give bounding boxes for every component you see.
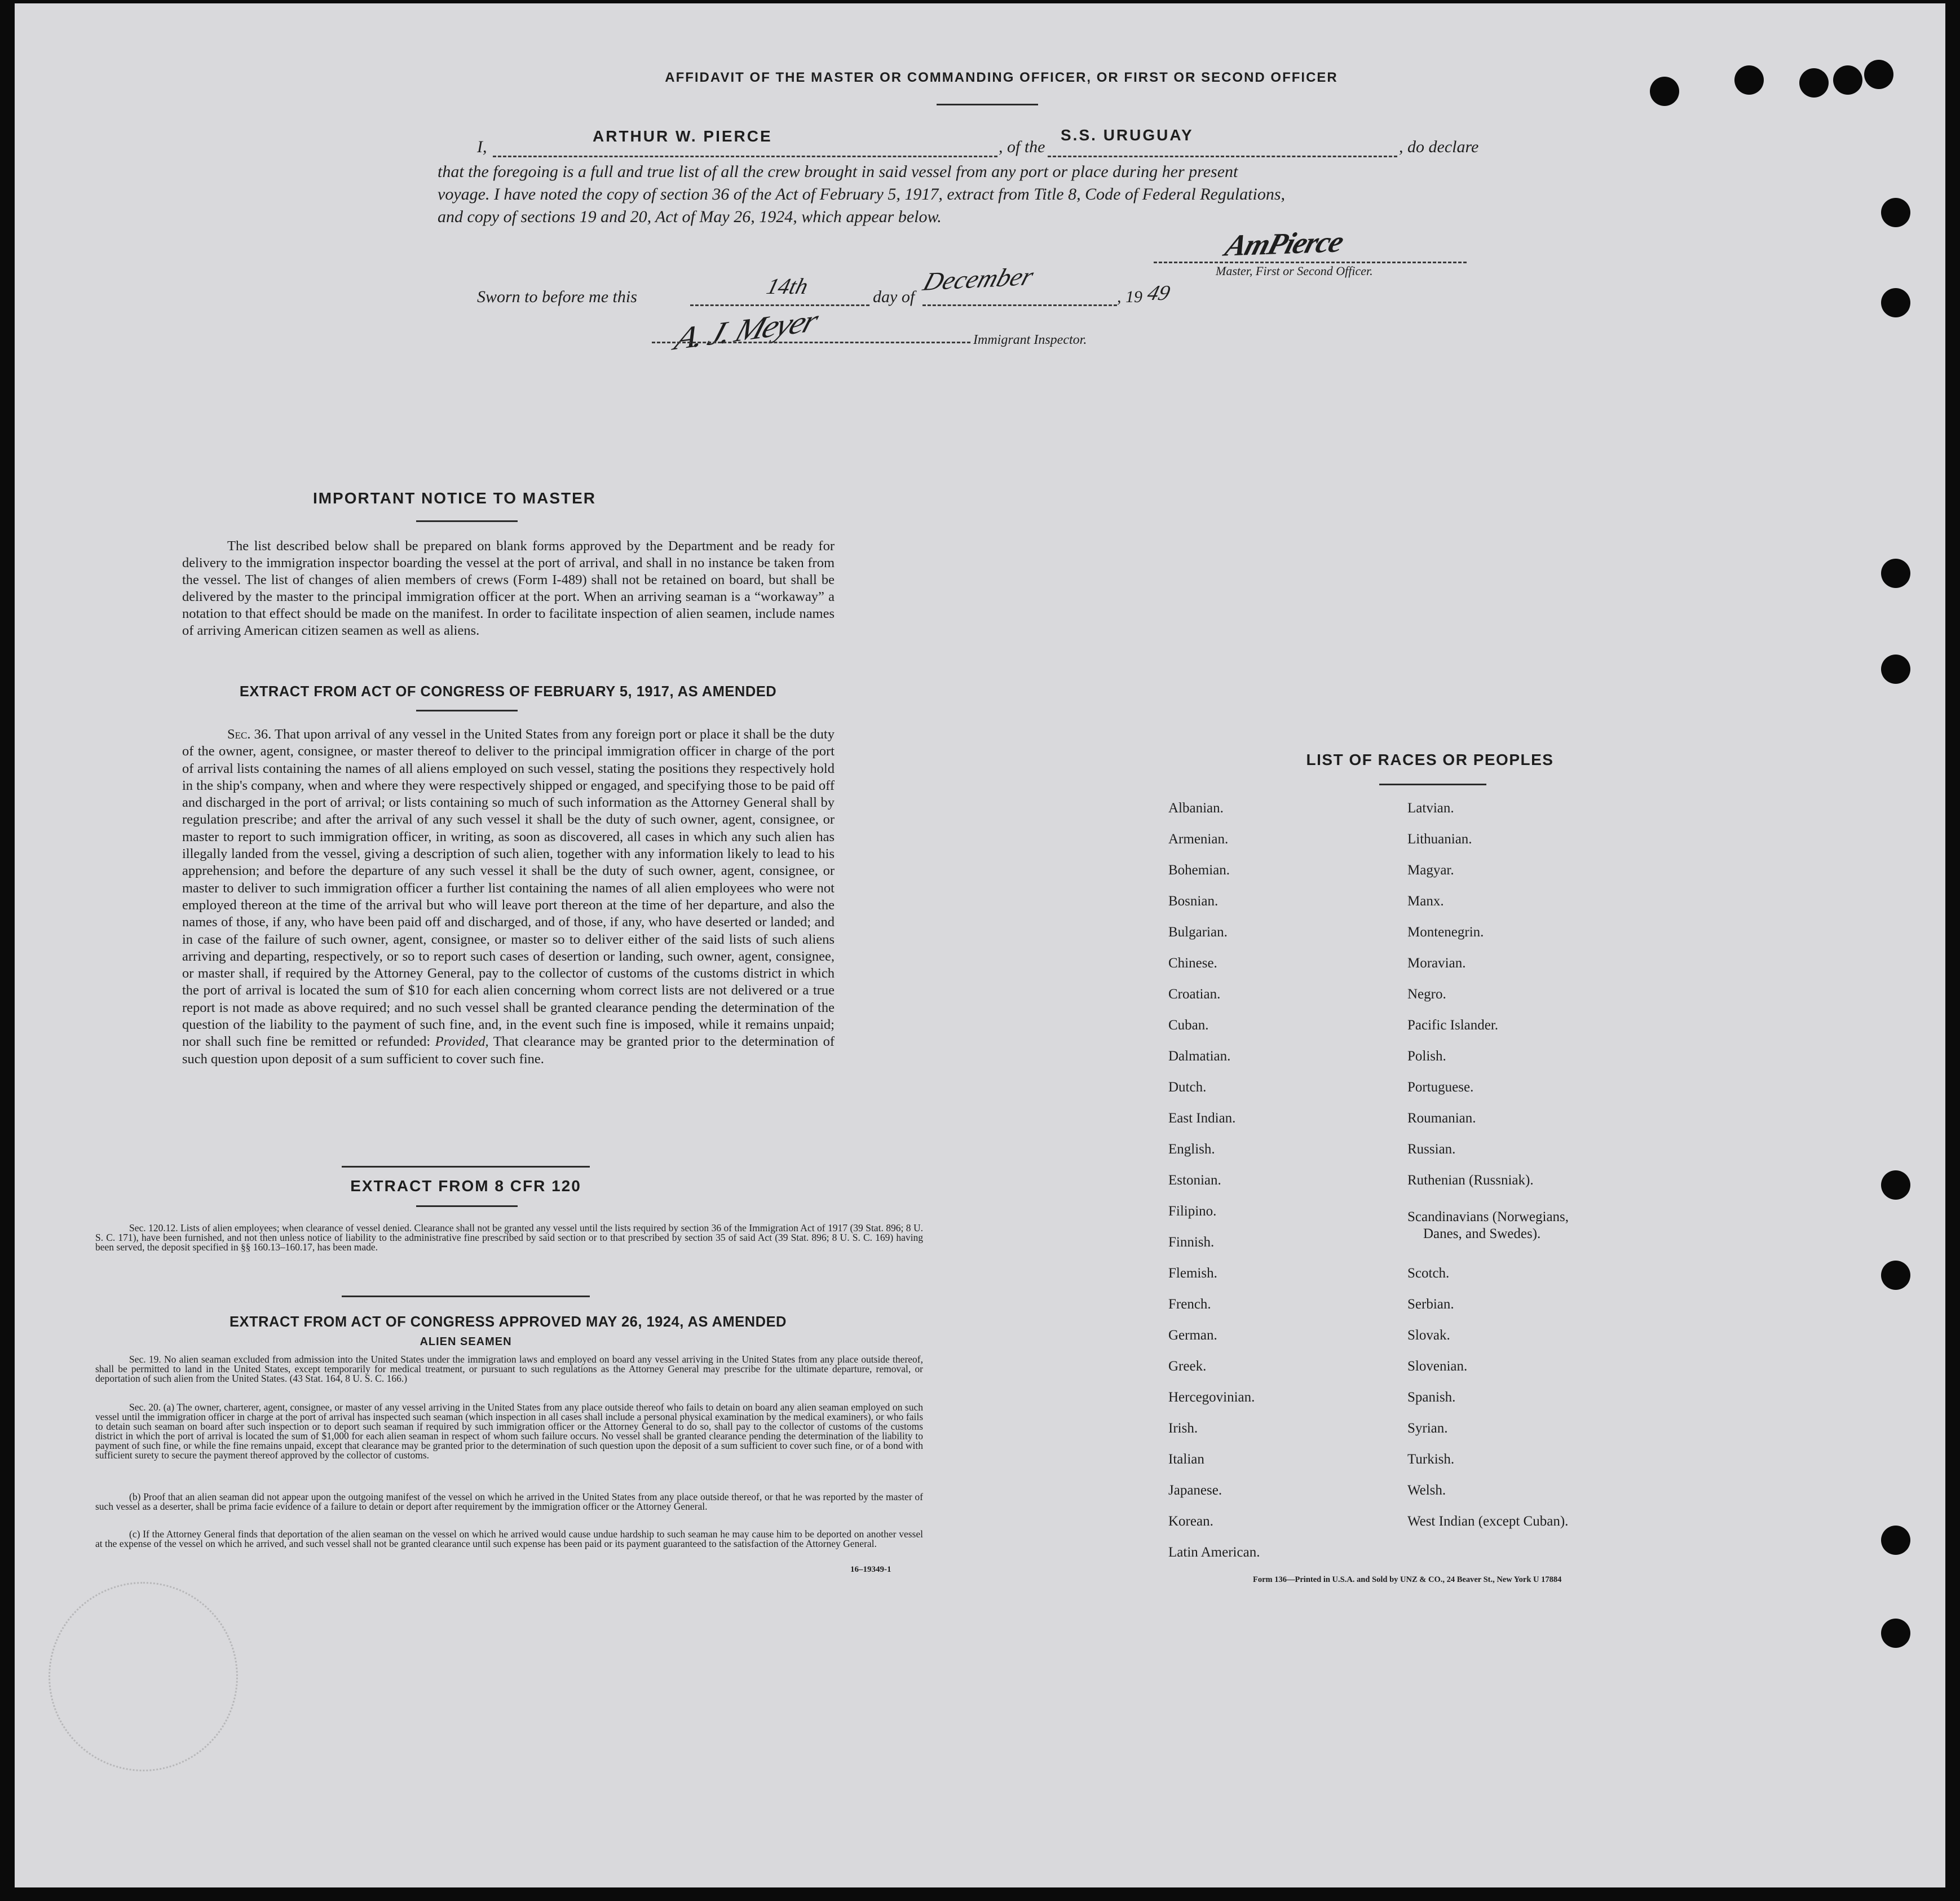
- sworn-month-line: [922, 304, 1117, 306]
- race-item: Chinese.: [1168, 956, 1217, 971]
- races-column-1: [1168, 800, 1260, 1567]
- race-item: Greek.: [1168, 1359, 1207, 1374]
- race-item: Turkish.: [1407, 1452, 1455, 1467]
- race-item: Dutch.: [1168, 1080, 1207, 1095]
- race-item: Finnish.: [1168, 1235, 1215, 1250]
- officer-signature-line: [1154, 262, 1467, 263]
- race-item: Scotch.: [1407, 1266, 1450, 1281]
- race-item: Negro.: [1407, 987, 1446, 1002]
- binder-hole: [1881, 1261, 1910, 1290]
- sworn-day: 14th: [763, 273, 811, 299]
- binder-hole: [1881, 655, 1910, 684]
- race-item: Russian.: [1407, 1142, 1456, 1157]
- of-the-label: , of the: [999, 138, 1045, 156]
- race-item: Latvian.: [1407, 801, 1454, 816]
- binder-hole: [1881, 288, 1910, 317]
- inspector-label: Immigrant Inspector.: [973, 333, 1087, 347]
- notice-heading: IMPORTANT NOTICE TO MASTER: [312, 489, 597, 507]
- day-of-label: day of: [873, 288, 915, 306]
- race-item: Pacific Islander.: [1407, 1018, 1499, 1033]
- races-heading: LIST OF RACES OR PEOPLES: [1306, 751, 1554, 768]
- sec-20b-text: (b) Proof that an alien seaman did not appear upon the outgoing manifest of the vessel on which he arrived in the United States from any place outside thereof, or that he was reported by the master of such vessel as a deserter, shall be prima facie evidence of a failure to detain or deport after requirement by the immigration officer or the Attorney General.: [95, 1491, 923, 1512]
- race-item: Danes, and Swedes).: [1423, 1226, 1541, 1241]
- race-item: Bohemian.: [1168, 863, 1230, 878]
- sworn-label: Sworn to before me this: [477, 288, 637, 306]
- race-item: Welsh.: [1407, 1483, 1446, 1498]
- race-item: Estonian.: [1168, 1173, 1221, 1188]
- race-item: Spanish.: [1407, 1390, 1456, 1405]
- extract-1917-heading: EXTRACT FROM ACT OF CONGRESS OF FEBRUARY 5, 1917, AS AMENDED: [239, 684, 777, 700]
- alien-seamen-subheading: ALIEN SEAMEN: [420, 1336, 512, 1348]
- race-item: Irish.: [1168, 1421, 1198, 1436]
- cfr-body: Sec. 120.12. Lists of alien employees; when clearance of vessel denied. Clearance shall not be granted any vessel until the lists required by section 36 of the Immigration Act of 1917 (39 Stat. 896; 8 U. S. C. 171), have been furnished, and not then unless notice of liability to the administrative fine prescribed by said section or to that prescribed by section 35 of said Act (39 Stat. 896; 8 U. S. C. 169) having been served, the deposit specified in §§ 160.13–160.17, has been made.: [95, 1222, 923, 1253]
- race-item: Slovenian.: [1407, 1359, 1468, 1374]
- race-item: West Indian (except Cuban).: [1407, 1514, 1569, 1529]
- sec-36-label: Sec. 36.: [227, 727, 272, 742]
- race-item: Scandinavians (Norwegians,: [1407, 1209, 1569, 1224]
- document-page: [15, 3, 1945, 1887]
- binder-hole: [1881, 198, 1910, 227]
- race-item: Montenegrin.: [1407, 925, 1484, 940]
- binder-hole: [1881, 559, 1910, 588]
- do-declare-label: , do declare: [1399, 138, 1479, 156]
- race-item: Flemish.: [1168, 1266, 1217, 1281]
- provided-label: Provided,: [435, 1034, 489, 1050]
- year-prefix: , 19: [1117, 288, 1142, 306]
- race-item: Syrian.: [1407, 1421, 1448, 1436]
- race-item: Portuguese.: [1407, 1080, 1474, 1095]
- inspector-signature-line: [652, 342, 970, 343]
- race-item: East Indian.: [1168, 1111, 1236, 1126]
- declaration-line-3: and copy of sections 19 and 20, Act of May 26, 1924, which appear below.: [438, 207, 942, 226]
- race-item: Manx.: [1407, 894, 1444, 909]
- extract-1917-body: [182, 726, 835, 1068]
- extract-1917-rule: [416, 710, 518, 711]
- faint-seal: [48, 1582, 238, 1771]
- officer-signature: AmPierce: [1221, 224, 1347, 263]
- extract-1924-heading: EXTRACT FROM ACT OF CONGRESS APPROVED MAY 26, 1924, AS AMENDED: [229, 1314, 787, 1330]
- race-item: Hercegovinian.: [1168, 1390, 1255, 1405]
- race-item: Cuban.: [1168, 1018, 1209, 1033]
- race-item: Italian: [1168, 1452, 1204, 1467]
- declaration-line-1: that the foregoing is a full and true list of all the crew brought in said vessel from any port or place during her present: [438, 162, 1238, 181]
- vessel-name: S.S. URUGUAY: [1061, 126, 1194, 144]
- binder-hole: [1881, 1170, 1910, 1200]
- binder-hole: [1881, 1526, 1910, 1555]
- race-item: Roumanian.: [1407, 1111, 1476, 1126]
- race-item: Armenian.: [1168, 832, 1229, 847]
- sec-20c-text: (c) If the Attorney General finds that deportation of the alien seaman on the vessel on which he arrived would cause undue hardship to such seaman he may cause him to be deported on another vessel at the expense of the vessel on which he arrived, and such vessel shall not be granted clearance until such expense has been paid or its payment guaranteed to the satisfaction of the Attorney General.: [95, 1528, 923, 1549]
- race-item: Latin American.: [1168, 1545, 1260, 1560]
- binder-hole: [1833, 65, 1862, 95]
- binder-hole: [1864, 60, 1893, 89]
- sec-36-text-end: That clearance may be granted prior to the determination of such question upon deposit of a sum sufficient to cover such fine.: [182, 1034, 835, 1067]
- race-item: Slovak.: [1407, 1328, 1450, 1343]
- sec-20a-text: Sec. 20. (a) The owner, charterer, agent, consignee, or master of any vessel arriving in the United States from any place outside thereof who fails to detain on board any alien seaman employed on such vessel until the immigration officer in charge at the port of arrival has inspected such seaman (which inspection in all cases shall include a personal physical examination by the medical examiners), or who fails to detain such seaman on board after such inspection or to deport such seaman if required by such immigration officer or the Attorney General to do so, shall pay to the collector of customs of the customs district in which the port of arrival is located the sum of $1,000 for each alien seaman in respect of whom such failure occurs. No vessel shall be granted clearance pending the determination of the liability to payment of such fine, or while the fine remains unpaid, except that clearance may be granted prior to the determination of such question upon the deposit of a sum sufficient to cover such fine, or of a bond with sufficient surety to secure the payment thereof approved by the collector of customs.: [95, 1402, 923, 1461]
- inspector-signature: A. J. Meyer: [670, 302, 822, 357]
- race-item: Polish.: [1407, 1049, 1446, 1064]
- year-suffix: 49: [1145, 281, 1173, 305]
- sworn-day-line: [690, 304, 869, 306]
- race-item: Albanian.: [1168, 801, 1224, 816]
- race-item: Bosnian.: [1168, 894, 1219, 909]
- cfr-heading: EXTRACT FROM 8 CFR 120: [350, 1177, 581, 1195]
- title-rule: [937, 104, 1038, 105]
- binder-hole: [1650, 77, 1679, 106]
- race-item: French.: [1168, 1297, 1211, 1312]
- race-item: Bulgarian.: [1168, 925, 1228, 940]
- declaration-i-label: I,: [477, 138, 487, 156]
- race-item: Korean.: [1168, 1514, 1213, 1529]
- race-item: Lithuanian.: [1407, 832, 1472, 847]
- sec-36-text: That upon arrival of any vessel in the United States from any foreign port or place it shall be the duty of the owner, agent, consignee, or master thereof to deliver to the principal immigration officer in charge of the port of arrival lists containing the names of all aliens employed on such vessel, stating the positions they respectively hold in the ship's company, when and where they were respectively shipped or engaged, and specifying those to be paid off and discharged in the port of arrival; or lists containing so much of such information as the Attorney General shall by regulation prescribe; and after the arrival of any such vessel it shall be the duty of such owner, agent, consignee, or master to report to such immigration officer, in writing, as soon as discovered, all cases in which any such alien has illegally landed from the vessel, giving a description of such alien, together with any information likely to lead to his apprehension; and before the departure of any such vessel it shall be the duty of such owner, agent, consignee, or master to deliver to such immigration officer a further list containing the names of all alien employees who were not employed thereon at the time of the arrival but who will leave port thereon at the time of her departure, and also the names of those, if any, who have been paid off and discharged, and of those, if any, who have deserted or landed; and in case of the failure of such owner, agent, consignee, or master so to deliver either of the said lists of such aliens arriving and departing, respectively, or so to report such cases of desertion or landing, such owner, agent, consignee, or master shall, if required by the Attorney General, pay to the collector of customs of the customs district in which the port of arrival is located the sum of $10 for each alien concerning whom correct lists are not delivered or a true report is not made as above required; and no such vessel shall be granted clearance pending the determination of the question of the liability to the payment of such fine, and, in the event such fine is imposed, while it remains unpaid; nor shall such fine be remitted or refunded:: [182, 727, 835, 1050]
- binder-hole: [1799, 68, 1829, 98]
- extract-1924-top-rule: [342, 1296, 590, 1297]
- race-item: Filipino.: [1168, 1204, 1217, 1219]
- binder-hole: [1881, 1619, 1910, 1648]
- race-item: Magyar.: [1407, 863, 1454, 878]
- races-column-2: [1407, 800, 1569, 1544]
- race-item: Serbian.: [1407, 1297, 1454, 1312]
- race-item: Croatian.: [1168, 987, 1221, 1002]
- declaration-line-2: voyage. I have noted the copy of section 36 of the Act of February 5, 1917, extract from Title 8, Code of Federal Regulations,: [438, 185, 1286, 204]
- sworn-month: December: [920, 262, 1038, 296]
- name-line: [493, 156, 997, 157]
- race-item: German.: [1168, 1328, 1217, 1343]
- race-item: Ruthenian (Russniak).: [1407, 1173, 1534, 1188]
- races-rule: [1379, 784, 1486, 785]
- race-item: Moravian.: [1407, 956, 1466, 971]
- notice-body: The list described below shall be prepared on blank forms approved by the Department and be ready for delivery to the immigration inspector boarding the vessel at the port of arrival, and shall in no instance be taken from the vessel. The list of changes of alien members of crews (Form I-489) shall not be retained on board, but shall be delivered by the master to the principal immigration officer at the port. When an arriving seaman is a “workaway” a notation to that effect should be made on the manifest. In order to facilitate inspection of alien seamen, include names of arriving American citizen seamen as well as aliens.: [182, 538, 835, 638]
- sec-19-text: Sec. 19. No alien seaman excluded from admission into the United States under the immigration laws and employed on board any vessel arriving in the United States from any place outside thereof, shall be permitted to land in the United States, except temporarily for medical treatment, or pursuant to such regulations as the Attorney General may prescribe for the ultimate departure, removal, or deportation of such alien from the United States. (43 Stat. 164, 8 U. S. C. 166.): [95, 1354, 923, 1384]
- vessel-line: [1048, 156, 1397, 157]
- race-item: Dalmatian.: [1168, 1049, 1231, 1064]
- cfr-top-rule: [342, 1166, 590, 1168]
- officer-label: Master, First or Second Officer.: [1216, 264, 1373, 278]
- binder-hole: [1734, 65, 1764, 95]
- form-code: 16–19349-1: [850, 1565, 891, 1574]
- race-item: English.: [1168, 1142, 1215, 1157]
- affidavit-title: AFFIDAVIT OF THE MASTER OR COMMANDING OFFICER, OR FIRST OR SECOND OFFICER: [665, 70, 1338, 85]
- race-item: Japanese.: [1168, 1483, 1222, 1498]
- notice-rule: [416, 520, 518, 522]
- printer-footer: Form 136—Printed in U.S.A. and Sold by UNZ & CO., 24 Beaver St., New York U 17884: [1253, 1575, 1562, 1584]
- cfr-rule: [416, 1205, 518, 1207]
- master-name: ARTHUR W. PIERCE: [593, 127, 772, 145]
